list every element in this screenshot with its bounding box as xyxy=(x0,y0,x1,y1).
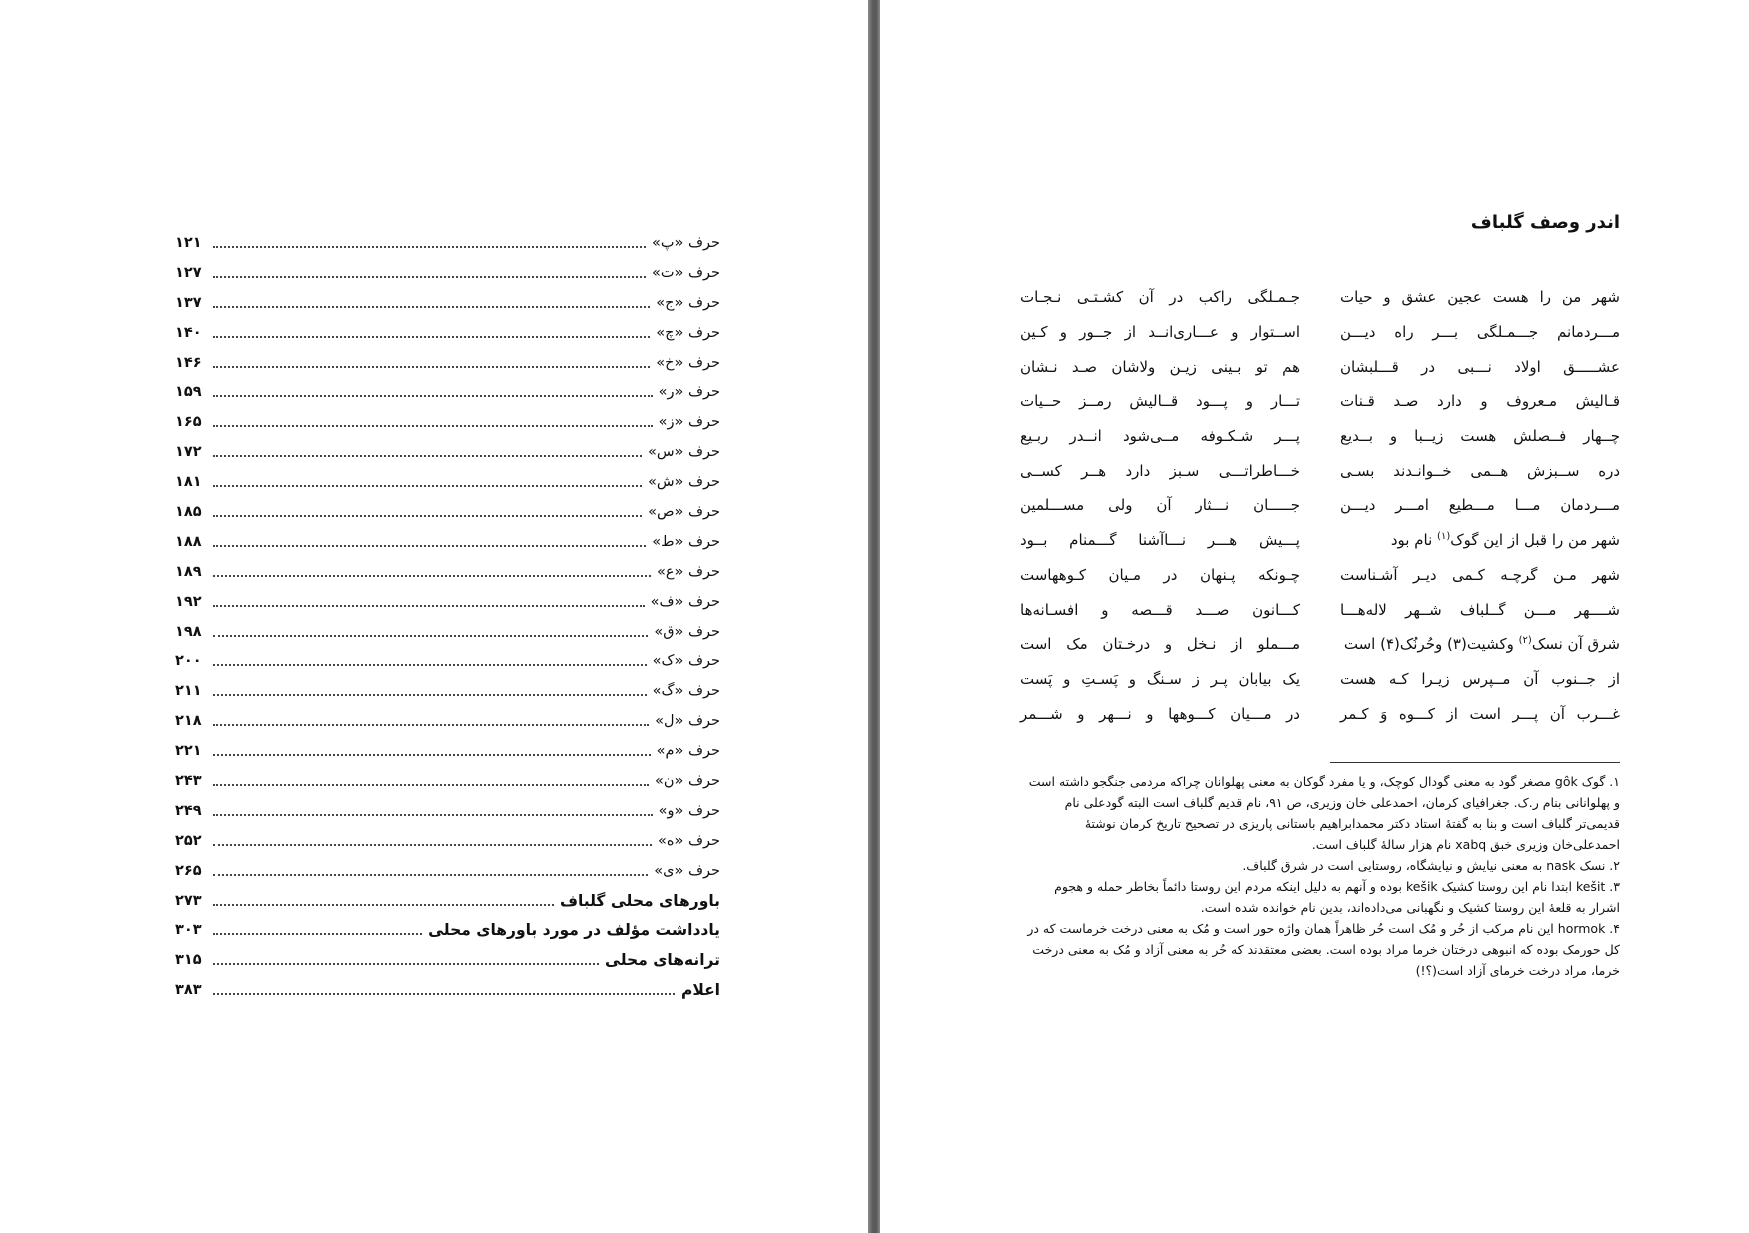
toc-entry xyxy=(175,587,720,617)
toc-dot-leader xyxy=(213,605,645,607)
verse-second-hemistich: جـمـلگی راکب در آن کشـتـی نـجـات xyxy=(1020,288,1300,307)
toc-entry-page: ۱۸۱ xyxy=(175,474,202,491)
toc-entry xyxy=(175,497,720,527)
poem-verse xyxy=(1020,627,1620,662)
verse-second-hemistich: کـــانون صـــد قـــصه و افسـانه‌ها xyxy=(1020,600,1300,619)
book-spine xyxy=(868,0,880,1233)
toc-entry-title: حرف «خ» xyxy=(650,355,720,371)
verse-second-hemistich: تـــار و پـــود قــالیش رمــز حــیات xyxy=(1020,392,1300,411)
toc-entry xyxy=(175,437,720,467)
toc-entry-page: ۲۶۵ xyxy=(175,862,202,879)
toc-dot-leader xyxy=(213,455,642,457)
toc-entry-title: حرف «پ» xyxy=(646,235,720,251)
verse-text: نام بود xyxy=(1390,531,1438,550)
toc-entry-title: حرف «ق» xyxy=(648,624,720,640)
toc-entry-page: ۲۴۹ xyxy=(175,802,202,819)
toc-dot-leader xyxy=(213,425,653,427)
toc-entry xyxy=(175,258,720,288)
toc-entry-title: حرف «م» xyxy=(651,743,720,759)
toc-entry-title: ترانه‌های محلی xyxy=(599,951,720,969)
toc-entry xyxy=(175,886,720,916)
footnote: ۱. گوک gôk مصغر گود به معنی گودال کوچک، و یا مفرد گوکان به معنی پهلوانان چراکه مردمی جنگجو داشته است و پهلوانانی بنام ر.ک. جغرافیای کرمان، احمدعلی خان وزیری، ص ۹۱، نام قدیم گلباف است البته گودعلی نام قدیمی‌تر گلباف است و بنا به گفتهٔ استاد دکتر محمدابراهیم باستانی پاریزی در تصحیح تاریخ کرمان نوشتهٔ احمدعلی‌خان وزیری خبق xabq نام هزار سالهٔ گلباف است. xyxy=(1028,774,1620,852)
toc-dot-leader xyxy=(213,814,653,816)
verse-second-hemistich: چـونکه پـنهان در مـیان کـوههاست xyxy=(1020,565,1300,584)
toc-entry xyxy=(175,706,720,736)
verse-first-hemistich: قـالیش مـعروف و دارد صـد قـنات xyxy=(1340,392,1620,411)
verse-second-hemistich: جـــــان نـــثار آن ولی مســـلمین xyxy=(1020,496,1300,515)
verse-second-hemistich: مـــملو از نـخل و درخـتان مک است xyxy=(1020,635,1300,654)
verse-first-hemistich: مـــردمان مـــا مـــطیع امـــر دیـــن xyxy=(1340,496,1620,515)
toc-entry-page: ۱۹۸ xyxy=(175,623,202,640)
toc-entry-title: حرف «گ» xyxy=(647,683,720,699)
toc-entry xyxy=(175,915,720,945)
toc-entry-title: حرف «چ» xyxy=(650,325,720,341)
toc-dot-leader xyxy=(213,246,646,248)
toc-entry-title: حرف «و» xyxy=(653,803,720,819)
toc-entry xyxy=(175,676,720,706)
toc-dot-leader xyxy=(213,874,648,876)
poem-verse xyxy=(1020,488,1620,523)
toc-entry-page: ۱۶۵ xyxy=(175,414,202,431)
toc-entry-title: حرف «ک» xyxy=(647,653,720,669)
verse-first-hemistich: دره ســبزش هــمی خــوانـدند بسـی xyxy=(1340,461,1620,480)
verse-second-hemistich: پـــیش هـــر نـــاآشنا گـــمنام بــود xyxy=(1020,531,1300,550)
poem-verse xyxy=(1020,419,1620,454)
toc-entry-page: ۱۴۶ xyxy=(175,354,202,371)
footnote-rule xyxy=(1330,762,1620,763)
toc-entry-page: ۱۸۹ xyxy=(175,563,202,580)
verse-first-hemistich: شــــهر مـــن گــلباف شــهر لاله‌هـــا xyxy=(1340,600,1620,619)
poem-verse xyxy=(1020,662,1620,697)
toc-entry-title: حرف «ز» xyxy=(653,414,720,430)
toc-entry-page: ۲۵۲ xyxy=(175,832,202,849)
footnote: ۲. نسک nask به معنی نیایش و نیایشگاه، روستایی است در شرق گلباف. xyxy=(1242,858,1620,873)
toc-entry-page: ۳۸۳ xyxy=(175,982,202,999)
toc-entry-page: ۱۲۷ xyxy=(175,264,202,281)
footnote-marker: (۲) xyxy=(1518,635,1532,647)
footnote-marker: (۱) xyxy=(1437,531,1451,543)
toc-entry-title: حرف «ی» xyxy=(648,863,720,879)
toc-entry-page: ۲۱۸ xyxy=(175,713,202,730)
toc-dot-leader xyxy=(213,844,652,846)
toc-entry-page: ۳۱۵ xyxy=(175,952,202,969)
toc-entry-title: حرف «ش» xyxy=(642,474,720,490)
poem-verse xyxy=(1020,384,1620,419)
verse-text: وکشیت(۳) وحُرنُک(۴) است xyxy=(1343,635,1519,654)
verse-second-hemistich: هم تو بـینی زیـن ولاشان صـد نـشان xyxy=(1020,357,1300,376)
toc-entry-title: حرف «ل» xyxy=(649,713,720,729)
chapter-title: اندر وصف گلباف xyxy=(1470,212,1620,233)
poem-verse xyxy=(1020,696,1620,731)
toc-entry-page: ۱۳۷ xyxy=(175,294,202,311)
toc-entry-title: حرف «ع» xyxy=(651,564,720,580)
verse-second-hemistich: پـــر شـکـوفه مــی‌شود انــدر ربـیع xyxy=(1020,427,1300,446)
toc-entry xyxy=(175,557,720,587)
toc-dot-leader xyxy=(213,963,599,965)
toc-entry-title: حرف «س» xyxy=(642,444,720,460)
toc-dot-leader xyxy=(213,366,650,368)
toc-entry xyxy=(175,318,720,348)
toc-dot-leader xyxy=(213,545,646,547)
poem-verse xyxy=(1020,453,1620,488)
toc-dot-leader xyxy=(213,904,554,906)
toc-entry xyxy=(175,646,720,676)
toc-entry xyxy=(175,407,720,437)
toc-entry-page: ۲۷۳ xyxy=(175,892,202,909)
toc-entry-page: ۱۷۲ xyxy=(175,444,202,461)
toc-dot-leader xyxy=(213,784,649,786)
verse-second-hemistich: در مـــیان کـــوهها و نـــهر و شـــمر xyxy=(1020,704,1300,723)
toc-entry-page: ۲۱۱ xyxy=(175,683,202,700)
toc-dot-leader xyxy=(213,485,642,487)
toc-dot-leader xyxy=(213,395,653,397)
toc-entry xyxy=(175,736,720,766)
toc-entry-title: حرف «ت» xyxy=(646,265,720,281)
verse-text: شهر من را قبل از این گوک xyxy=(1450,531,1620,550)
toc-dot-leader xyxy=(213,336,650,338)
toc-dot-leader xyxy=(213,575,651,577)
toc-entry-page: ۲۲۱ xyxy=(175,743,202,760)
toc-entry-title: حرف «ف» xyxy=(645,594,720,610)
toc-entry-title: حرف «ن» xyxy=(649,773,720,789)
toc-entry-title: باورهای محلی گلباف xyxy=(554,892,720,910)
toc-entry xyxy=(175,228,720,258)
toc-dot-leader xyxy=(213,933,422,935)
toc-dot-leader xyxy=(213,993,675,995)
toc-entry xyxy=(175,527,720,557)
toc-dot-leader xyxy=(213,724,649,726)
toc-entry-title: اعلام xyxy=(675,981,720,999)
poem xyxy=(1020,280,1620,731)
toc-entry xyxy=(175,856,720,886)
verse-first-hemistich: عشـــــق اولاد نـــبی در قـــلبشان xyxy=(1340,357,1620,376)
poem-verse xyxy=(1020,315,1620,350)
verse-second-hemistich: خـــاطراتـــی سـبز دارد هــر کســی xyxy=(1020,461,1300,480)
verse-first-hemistich xyxy=(1340,531,1620,549)
toc-entry-page: ۲۰۰ xyxy=(175,653,202,670)
poem-verse xyxy=(1020,592,1620,627)
poem-verse xyxy=(1020,523,1620,558)
toc-entry xyxy=(175,975,720,1005)
toc-entry-page: ۱۵۹ xyxy=(175,384,202,401)
toc-entry xyxy=(175,945,720,975)
toc-dot-leader xyxy=(213,515,642,517)
poem-verse xyxy=(1020,349,1620,384)
verse-first-hemistich: شهر من را هست عجین عشق و حیات xyxy=(1340,288,1620,307)
toc-entry xyxy=(175,796,720,826)
toc-entry xyxy=(175,377,720,407)
toc-dot-leader xyxy=(213,635,648,637)
toc-dot-leader xyxy=(213,754,651,756)
toc-entry-page: ۱۴۰ xyxy=(175,324,202,341)
toc-dot-leader xyxy=(213,694,647,696)
toc-entry-page: ۱۸۵ xyxy=(175,503,202,520)
toc-entry xyxy=(175,288,720,318)
verse-first-hemistich: مـــردمانم جـــمـلگی بـــر راه دیـــن xyxy=(1340,323,1620,342)
verse-second-hemistich: یک بیابان پـر ز سـنگ و پَسـتِ و پَست xyxy=(1020,669,1300,688)
verse-first-hemistich: شهر مـن گرچـه کـمی دیـر آشـناست xyxy=(1340,565,1620,584)
verse-first-hemistich xyxy=(1340,635,1620,653)
toc-entry-page: ۱۸۸ xyxy=(175,533,202,550)
poem-verse xyxy=(1020,558,1620,593)
footnote: ۳. kešit ابتدا نام این روستا کشیک kešik بوده و آنهم به دلیل اینکه مردم این روستا دائماً بخاطر حمله و هجوم اشرار به قلعهٔ این روستا کشیک و نگهبانی می‌داده‌اند، بدین نام خوانده شده است. xyxy=(1054,879,1620,915)
toc-entry-title: حرف «ص» xyxy=(642,504,720,520)
toc-entry xyxy=(175,826,720,856)
verse-first-hemistich: غـــرب آن پـــر است از کـــوه وَ کـمر xyxy=(1340,704,1620,723)
toc-entry xyxy=(175,617,720,647)
toc-entry-page: ۲۴۳ xyxy=(175,772,202,789)
verse-text: شرق آن نسک xyxy=(1531,635,1620,654)
toc-dot-leader xyxy=(213,664,647,666)
toc-dot-leader xyxy=(213,306,650,308)
toc-entry-title: حرف «ر» xyxy=(653,384,720,400)
toc-entry-page: ۱۲۱ xyxy=(175,234,202,251)
toc-entry-title: یادداشت مؤلف در مورد باورهای محلی xyxy=(422,921,720,939)
toc-entry xyxy=(175,766,720,796)
toc-entry-title: حرف «ج» xyxy=(650,295,720,311)
toc-entry-title: حرف «ه» xyxy=(652,833,720,849)
toc-entry-page: ۱۹۲ xyxy=(175,593,202,610)
table-of-contents xyxy=(175,228,720,1005)
footnotes xyxy=(1020,771,1620,981)
verse-second-hemistich: اســتوار و عـــاری‌انــد از جــور و کـین xyxy=(1020,323,1300,342)
toc-entry xyxy=(175,467,720,497)
verse-first-hemistich: چــهار فــصلش هست زیــبا و بــدیع xyxy=(1340,427,1620,446)
toc-dot-leader xyxy=(213,276,646,278)
poem-verse xyxy=(1020,280,1620,315)
toc-entry-title: حرف «ط» xyxy=(646,534,720,550)
footnote: ۴. hormok این نام مرکب از حُر و مُک است حُر ظاهراً همان واژه حور است و مُک به معنی درخت خرماست که در کل حورمک بوده که انبوهی درختان خرما مراد بوده است. بعضی معتقدند که حُر به معنی آزاد و مُک به معنی درخت خرما، مراد درخت خرمای آزاد است(؟!) xyxy=(1027,921,1620,978)
toc-entry-page: ۳۰۳ xyxy=(175,922,202,939)
verse-first-hemistich: از جــنوب آن مــپرس زیـرا کـه هست xyxy=(1340,669,1620,688)
toc-entry xyxy=(175,348,720,378)
